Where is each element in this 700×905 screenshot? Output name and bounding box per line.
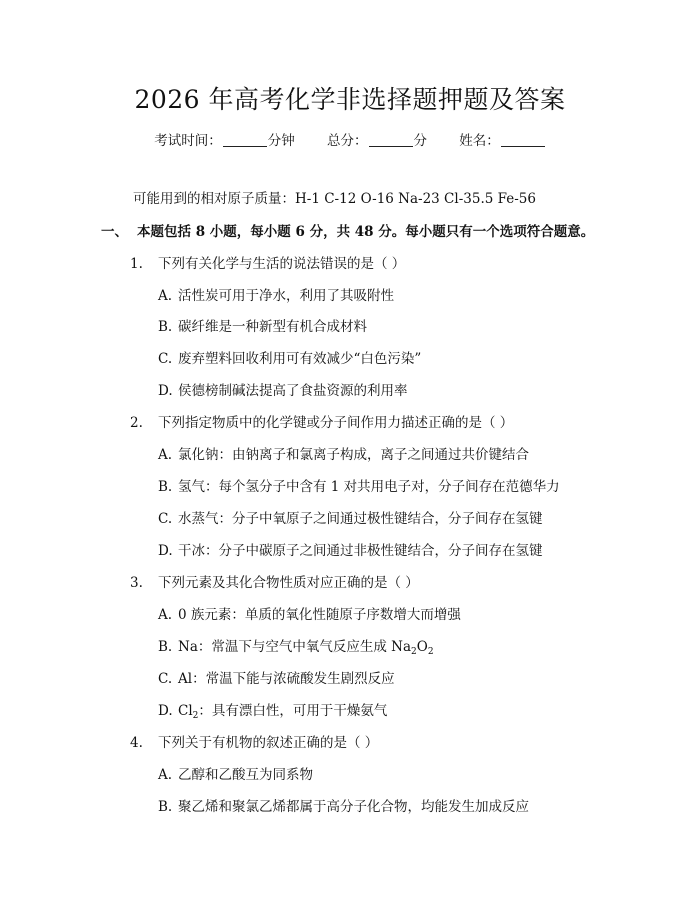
- option-3b: [158, 637, 434, 657]
- option-3d: [158, 701, 387, 721]
- subscript: 2: [192, 711, 199, 721]
- section-number: 一、: [101, 224, 128, 240]
- option-2d: [158, 541, 543, 561]
- question-2: [130, 413, 513, 433]
- option-text: 氢气：每个氢分子中含有 1 对共用电子对，分子间存在范德华力: [178, 479, 560, 495]
- option-text: Al：常温下能与浓硫酸发生剧烈反应: [178, 671, 395, 687]
- option-text: 干冰：分子中碳原子之间通过非极性键结合，分子间存在氢键: [178, 543, 543, 559]
- option-label: D.: [158, 543, 173, 559]
- option-1b: [158, 317, 367, 337]
- option-label: A.: [158, 767, 173, 783]
- question-stem: 下列元素及其化合物性质对应正确的是（ ）: [158, 575, 419, 591]
- option-text: 碳纤维是一种新型有机合成材料: [178, 319, 367, 335]
- question-number: 4.: [130, 735, 143, 751]
- option-text-part: Cl: [178, 703, 193, 719]
- option-2c: [158, 509, 543, 529]
- option-1d: [158, 381, 408, 401]
- section-instructions: 本题包括 8 小题，每小题 6 分，共 48 分。每小题只有一个选项符合题意。: [137, 224, 595, 240]
- option-label: D.: [158, 703, 173, 719]
- option-text: 活性炭可用于净水，利用了其吸附性: [178, 288, 394, 304]
- exam-time-unit: 分钟: [267, 133, 295, 149]
- option-2a: [158, 445, 529, 465]
- option-label: D.: [158, 383, 173, 399]
- option-label: A.: [158, 607, 173, 623]
- option-text: 乙醇和乙酸互为同系物: [178, 767, 313, 783]
- total-score-blank: [369, 132, 413, 147]
- option-text-part: O: [416, 639, 428, 655]
- exam-time-field: [154, 131, 295, 151]
- exam-info-row: [0, 131, 700, 151]
- exam-time-label: 考试时间：: [154, 133, 222, 149]
- page-title: 2026 年高考化学非选择题押题及答案: [134, 85, 566, 114]
- option-label: C.: [158, 351, 173, 367]
- subscript: 2: [411, 647, 417, 657]
- question-number: 1.: [130, 256, 143, 272]
- option-label: B.: [158, 319, 173, 335]
- question-4: [130, 733, 378, 753]
- option-text-part: ：具有漂白性，可用于干燥氨气: [198, 703, 388, 719]
- option-3a: [158, 605, 461, 625]
- option-1c: [158, 349, 421, 369]
- option-2b: [158, 477, 560, 497]
- question-1: [130, 254, 405, 274]
- question-number: 2.: [130, 415, 143, 431]
- question-stem: 下列指定物质中的化学键或分子间作用力描述正确的是（ ）: [158, 415, 514, 431]
- option-label: B.: [158, 479, 173, 495]
- total-score-label: 总分：: [327, 133, 368, 149]
- option-label: B.: [158, 639, 173, 655]
- student-name-blank: [501, 132, 545, 147]
- student-name-field: [459, 131, 546, 151]
- option-label: C.: [158, 671, 173, 687]
- option-4a: [158, 765, 313, 785]
- option-label: A.: [158, 447, 173, 463]
- question-3: [130, 573, 419, 593]
- exam-time-blank: [223, 132, 267, 147]
- section-heading: [101, 222, 594, 242]
- question-stem: 下列关于有机物的叙述正确的是（ ）: [158, 735, 379, 751]
- option-label: C.: [158, 511, 173, 527]
- option-text-part: Na：常温下与空气中氧气反应生成 Na: [178, 639, 412, 655]
- question-stem: 下列有关化学与生活的说法错误的是（ ）: [158, 256, 406, 272]
- option-3c: [158, 669, 395, 689]
- student-name-label: 姓名：: [459, 133, 500, 149]
- option-text: 氯化钠：由钠离子和氯离子构成，离子之间通过共价键结合: [178, 447, 529, 463]
- option-text: 废弃塑料回收利用可有效减少“白色污染”: [178, 351, 422, 367]
- subscript: 2: [427, 647, 434, 657]
- option-1a: [158, 286, 394, 306]
- option-label: A.: [158, 288, 173, 304]
- option-text: 侯德榜制碱法提高了食盐资源的利用率: [178, 383, 408, 399]
- total-score-field: [327, 131, 427, 151]
- option-label: B.: [158, 799, 173, 815]
- atomic-masses-note: 可能用到的相对原子质量：H-1 C-12 O-16 Na-23 Cl-35.5 Fe-56: [133, 191, 536, 207]
- option-4b: [158, 797, 529, 817]
- total-score-unit: 分: [413, 133, 427, 149]
- option-text: 聚乙烯和聚氯乙烯都属于高分子化合物，均能发生加成反应: [178, 799, 529, 815]
- question-number: 3.: [130, 575, 143, 591]
- option-text: 0 族元素：单质的氧化性随原子序数增大而增强: [178, 607, 461, 623]
- option-text: 水蒸气：分子中氧原子之间通过极性键结合，分子间存在氢键: [178, 511, 543, 527]
